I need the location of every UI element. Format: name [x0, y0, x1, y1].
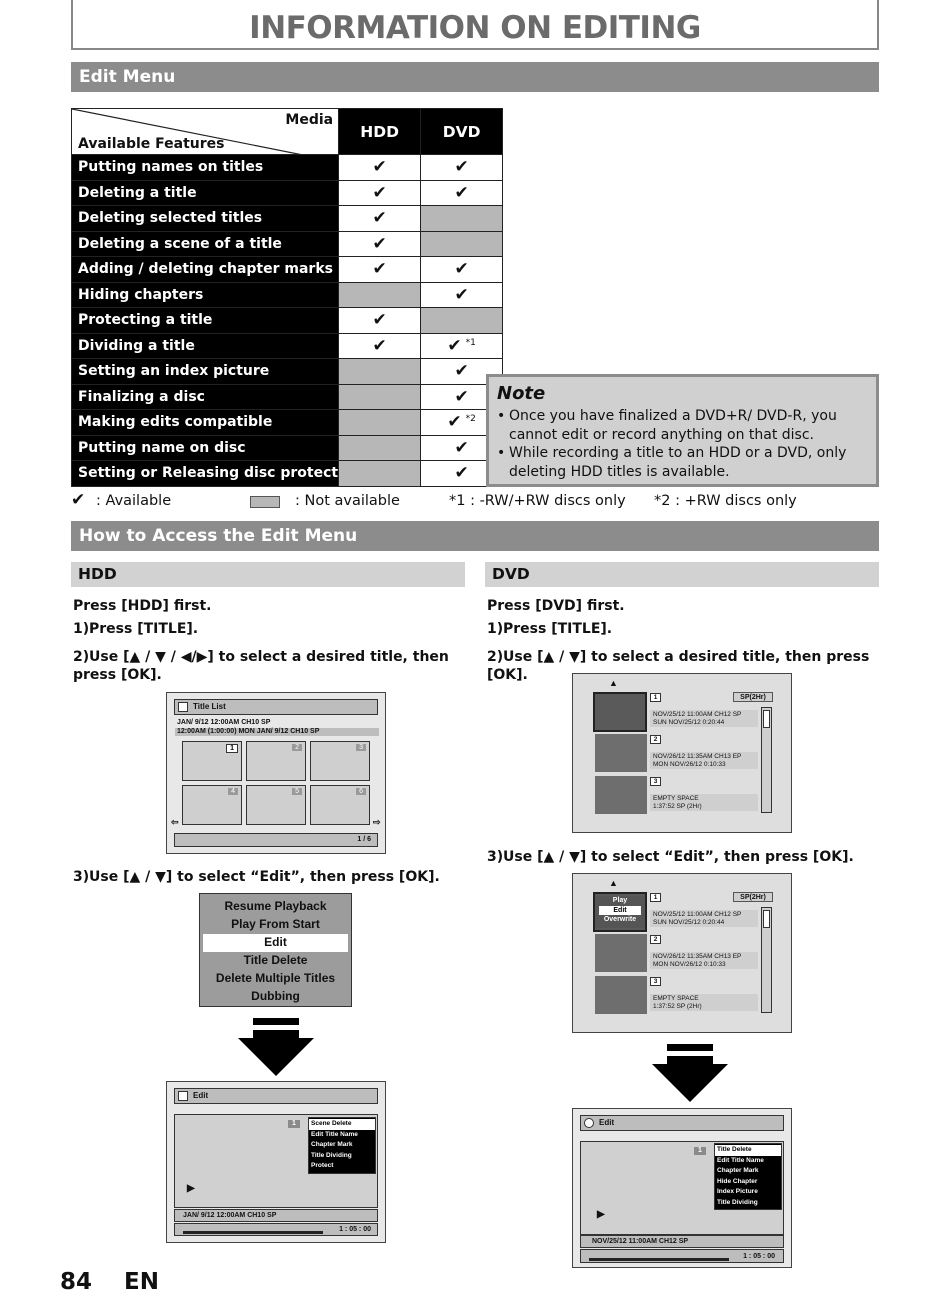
edit-header: Edit [580, 1115, 784, 1131]
check-icon: ✔ [454, 386, 469, 407]
dvd-availability [421, 180, 503, 206]
note-item: • Once you have finalized a DVD+R/ DVD-R, you cannot edit or record anything on that disc. [497, 407, 868, 444]
dvd-step1: 1)Press [TITLE]. [487, 621, 613, 637]
footnote-mark: *2 [465, 414, 476, 425]
dvd-title-number: 2 [650, 935, 661, 944]
title-thumb[interactable]: 1 [182, 741, 242, 781]
col-hdd: HDD [339, 109, 421, 155]
menu-item-title-delete[interactable]: Title Delete [243, 953, 308, 967]
dvd-availability [421, 155, 503, 181]
hdd-edit-screen [166, 1081, 386, 1243]
hdd-availability [339, 359, 421, 385]
title-thumb[interactable]: 4 [182, 785, 242, 825]
feature-row [72, 155, 503, 181]
hdd-popup-menu [199, 893, 352, 1007]
check-icon: ✔ [454, 157, 469, 178]
hdd-availability [339, 333, 421, 359]
feature-row [72, 257, 503, 283]
popup-item-edit[interactable]: Edit [599, 906, 641, 916]
title-thumb[interactable]: 3 [310, 741, 370, 781]
legend-not-available: : Not available [295, 493, 400, 509]
note-box [486, 374, 879, 487]
feature-row [72, 282, 503, 308]
dvd-title-info: NOV/25/12 11:00AM CH12 SP SUN NOV/25/12 0:20:44 [650, 710, 758, 727]
check-icon: ✔ [454, 284, 469, 305]
check-icon: ✔ [372, 157, 387, 178]
page-number: 84 [60, 1269, 93, 1295]
edit-options-list [308, 1117, 376, 1174]
scrollbar[interactable] [761, 707, 772, 813]
dvd-title-thumb[interactable] [595, 934, 647, 972]
table-corner [72, 109, 339, 155]
dvd-title-number: 1 [650, 893, 661, 902]
title-number: 1 [694, 1147, 706, 1155]
disc-icon [178, 702, 188, 712]
dvd-title-thumb[interactable] [595, 776, 647, 814]
scroll-thumb[interactable] [763, 710, 770, 728]
check-icon: ✔ [372, 233, 387, 254]
check-icon: ✔ [372, 208, 387, 229]
dvd-availability [421, 282, 503, 308]
progress-bar [183, 1231, 323, 1234]
hdd-availability [339, 410, 421, 436]
dvd-title-info: EMPTY SPACE 1:37:52 SP (2Hr) [650, 994, 758, 1011]
edit-option[interactable]: Chapter Mark [717, 1167, 759, 1174]
dvd-title-number: 2 [650, 735, 661, 744]
feature-row [72, 231, 503, 257]
dvd-title-number: 3 [650, 777, 661, 786]
feature-row [72, 308, 503, 334]
scrollbar[interactable] [761, 907, 772, 1013]
feature-name: Hiding chapters [72, 282, 339, 308]
record-mode: SP(2Hr) [733, 892, 773, 902]
dvd-edit-screen [572, 1108, 792, 1268]
edit-info: JAN/ 9/12 12:00AM CH10 SP [174, 1209, 378, 1222]
menu-item-delete-multiple[interactable]: Delete Multiple Titles [215, 971, 336, 985]
legend-note2: *2 : +RW discs only [654, 493, 797, 509]
legend-swatch [250, 496, 280, 508]
dvd-availability [421, 333, 503, 359]
check-icon: ✔ [454, 361, 469, 382]
legend-available: : Available [96, 493, 172, 509]
edit-options-list [714, 1143, 782, 1210]
title-info-line1: JAN/ 9/12 12:00AM CH10 SP [177, 719, 271, 726]
feature-row [72, 435, 503, 461]
edit-option[interactable]: Chapter Mark [311, 1141, 353, 1148]
edit-option[interactable]: Edit Title Name [717, 1156, 764, 1164]
menu-item-play-start[interactable]: Play From Start [231, 917, 320, 931]
feature-name: Putting names on titles [72, 155, 339, 181]
progress-bar [589, 1258, 729, 1261]
feature-name: Putting name on disc [72, 435, 339, 461]
play-icon: ▶ [597, 1209, 605, 1220]
legend-note1: *1 : -RW/+RW discs only [449, 493, 626, 509]
page-footer [60, 1269, 159, 1295]
hdd-availability [339, 257, 421, 283]
feature-name: Protecting a title [72, 308, 339, 334]
hdd-availability [339, 435, 421, 461]
dvd-availability [421, 308, 503, 334]
dvd-availability [421, 206, 503, 232]
check-icon: ✔ [71, 490, 86, 510]
dvd-step2: 2)Use [▲ / ▼] to select a desired title, then press [OK]. [487, 649, 870, 683]
feature-row [72, 359, 503, 385]
title-thumb[interactable]: 6 [310, 785, 370, 825]
note-title: Note [497, 383, 546, 404]
hdd-first: Press [HDD] first. [73, 598, 212, 614]
feature-row [72, 384, 503, 410]
hdd-step1: 1)Press [TITLE]. [73, 621, 199, 637]
dvd-step3: 3)Use [▲ / ▼] to select “Edit”, then press [OK]. [487, 849, 854, 865]
dvd-title-info: NOV/26/12 11:35AM CH13 EP MON NOV/26/12 0:10:33 [650, 952, 758, 969]
feature-name: Making edits compatible [72, 410, 339, 436]
access-heading: How to Access the Edit Menu [71, 521, 879, 551]
edit-option[interactable]: Index Picture [717, 1188, 758, 1195]
check-icon: ✔ [372, 182, 387, 203]
edit-option[interactable]: Protect [311, 1162, 334, 1169]
time-bar [174, 1223, 378, 1236]
hdd-availability [339, 461, 421, 487]
dvd-title-info: EMPTY SPACE 1:37:52 SP (2Hr) [650, 794, 758, 811]
feature-name: Finalizing a disc [72, 384, 339, 410]
feature-name: Setting an index picture [72, 359, 339, 385]
footnote-mark: *1 [465, 337, 476, 348]
hdd-heading: HDD [71, 562, 465, 587]
dvd-title-info: NOV/25/12 11:00AM CH12 SP SUN NOV/25/12 0:20:44 [650, 910, 758, 927]
col-dvd: DVD [421, 109, 503, 155]
check-icon: ✔ [372, 310, 387, 331]
check-icon: ✔ [447, 412, 462, 433]
title-number: 1 [288, 1120, 300, 1128]
edit-option[interactable]: Title Dividing [311, 1151, 352, 1159]
play-icon: ▶ [187, 1183, 195, 1194]
page-indicator: 1 / 6 [174, 833, 378, 847]
check-icon: ✔ [454, 182, 469, 203]
right-arrow-icon[interactable]: ⇨ [373, 817, 381, 827]
dvd-availability [421, 231, 503, 257]
feature-name: Deleting selected titles [72, 206, 339, 232]
feature-name: Dividing a title [72, 333, 339, 359]
down-arrow-icon [652, 1044, 728, 1102]
scroll-thumb[interactable] [763, 910, 770, 928]
edit-header: Edit [174, 1088, 378, 1104]
menu-item-edit[interactable]: Edit [203, 934, 348, 952]
feature-name: Deleting a scene of a title [72, 231, 339, 257]
check-icon: ✔ [454, 463, 469, 484]
hdd-availability [339, 282, 421, 308]
disc-icon [584, 1118, 594, 1128]
check-icon: ✔ [454, 437, 469, 458]
dvd-first: Press [DVD] first. [487, 598, 625, 614]
record-mode: SP(2Hr) [733, 692, 773, 702]
dvd-title-number: 1 [650, 693, 661, 702]
hdd-availability [339, 384, 421, 410]
feature-name: Setting or Releasing disc protect [72, 461, 339, 487]
title-info-line2: 12:00AM (1:00:00) MON JAN/ 9/12 CH10 SP [175, 728, 379, 736]
dvd-title-list-popup-screen [572, 873, 792, 1033]
hdd-availability [339, 180, 421, 206]
dvd-title-thumb[interactable] [595, 976, 647, 1014]
features-label: Available Features [78, 136, 225, 152]
edit-option[interactable]: Scene Delete [309, 1119, 375, 1130]
hdd-step2: 2)Use [▲ / ▼ / ◀/▶] to select a desired title, then press [OK]. [73, 649, 449, 683]
edit-menu-heading: Edit Menu [71, 62, 879, 92]
feature-row [72, 206, 503, 232]
hdd-title-list-screen [166, 692, 386, 854]
hdd-availability [339, 206, 421, 232]
hdd-availability [339, 231, 421, 257]
edit-option[interactable]: Title Delete [715, 1145, 781, 1156]
feature-name: Deleting a title [72, 180, 339, 206]
hdd-step3: 3)Use [▲ / ▼] to select “Edit”, then press [OK]. [73, 869, 440, 885]
edit-option[interactable]: Hide Chapter [717, 1177, 758, 1185]
time-readout: 1 : 05 : 00 [743, 1253, 775, 1260]
feature-row [72, 410, 503, 436]
time-readout: 1 : 05 : 00 [339, 1226, 371, 1233]
check-icon: ✔ [447, 335, 462, 356]
dvd-title-number: 3 [650, 977, 661, 986]
left-arrow-icon[interactable]: ⇦ [171, 817, 179, 827]
feature-name: Adding / deleting chapter marks [72, 257, 339, 283]
dvd-title-thumb[interactable] [595, 734, 647, 772]
feature-row [72, 461, 503, 487]
dvd-title-list-screen [572, 673, 792, 833]
title-thumb[interactable]: 2 [246, 741, 306, 781]
title-popup [595, 896, 645, 928]
features-table [71, 108, 503, 487]
disc-icon [178, 1091, 188, 1101]
edit-option[interactable]: Title Dividing [717, 1198, 758, 1206]
page-title-box [71, 0, 879, 50]
media-label: Media [285, 112, 334, 128]
scroll-up-icon[interactable]: ▲ [609, 878, 618, 888]
down-arrow-icon [238, 1018, 314, 1076]
dvd-availability [421, 257, 503, 283]
check-icon: ✔ [372, 259, 387, 280]
hdd-availability [339, 155, 421, 181]
title-list-header: Title List [174, 699, 378, 715]
feature-row [72, 180, 503, 206]
menu-item-resume[interactable]: Resume Playback [224, 899, 327, 913]
dvd-title-thumb[interactable] [593, 692, 647, 732]
title-thumb[interactable]: 5 [246, 785, 306, 825]
hdd-availability [339, 308, 421, 334]
edit-info: NOV/25/12 11:00AM CH12 SP [580, 1235, 784, 1248]
language-code: EN [124, 1269, 159, 1295]
menu-item-dubbing[interactable]: Dubbing [251, 989, 300, 1003]
popup-item-overwrite[interactable]: Overwrite [603, 916, 637, 923]
note-item: • While recording a title to an HDD or a DVD, only deleting HDD titles is available. [497, 444, 868, 481]
check-icon: ✔ [372, 335, 387, 356]
check-icon: ✔ [454, 259, 469, 280]
time-bar [580, 1249, 784, 1263]
dvd-heading: DVD [485, 562, 879, 587]
dvd-title-info: NOV/26/12 11:35AM CH13 EP MON NOV/26/12 0:10:33 [650, 752, 758, 769]
scroll-up-icon[interactable]: ▲ [609, 678, 618, 688]
edit-option[interactable]: Edit Title Name [311, 1130, 358, 1138]
popup-item-play[interactable]: Play [612, 897, 628, 904]
feature-row [72, 333, 503, 359]
page-title: INFORMATION ON EDITING [249, 10, 701, 46]
